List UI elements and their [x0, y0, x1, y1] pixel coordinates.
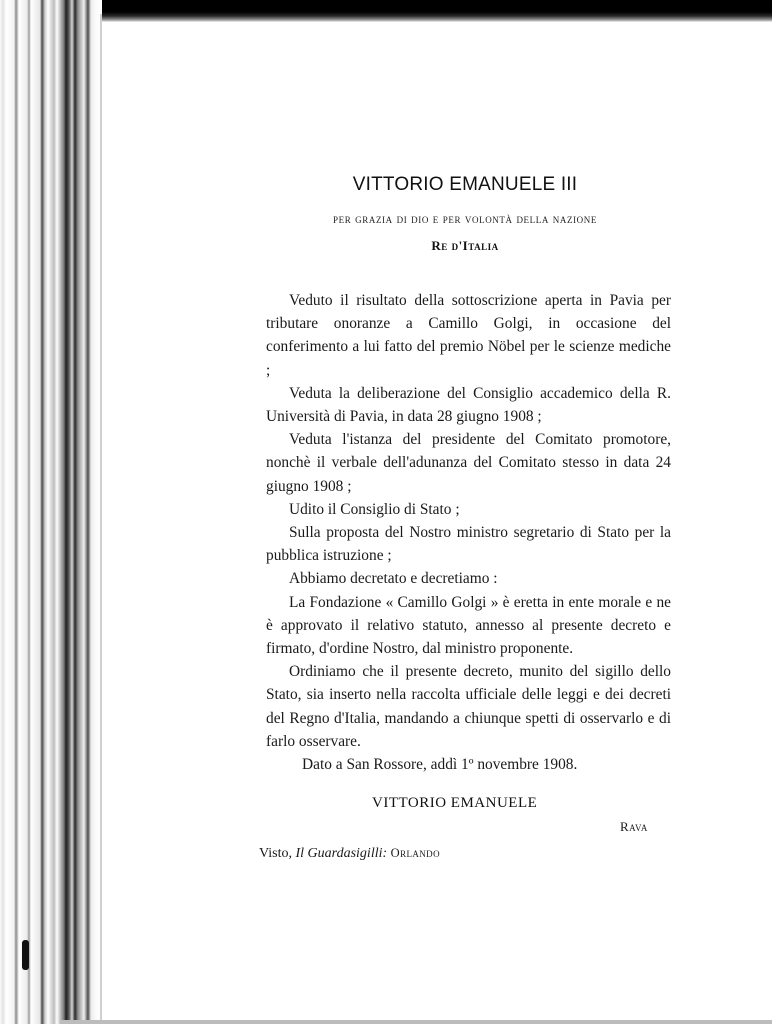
king-signature: VITTORIO EMANUELE: [372, 795, 538, 811]
guardasigilli-name: Orlando: [390, 846, 440, 860]
grace-formula: per grazia di dio e per volontà della nazione: [333, 211, 597, 226]
king-title: VITTORIO EMANUELE III: [352, 174, 578, 195]
page-edge: [100, 14, 102, 1024]
page-bottom-edge: [60, 1020, 772, 1024]
paragraph-proposta: Sulla proposta del Nostro ministro segretario di Stato per la pubblica istruzione ;: [266, 524, 671, 565]
paragraph-ordiniamo: Ordiniamo che il presente decreto, munito del sigillo dello Stato, sia inserto nella raccolta ufficiale delle leggi e dei decreti del Regno d'Italia, mandando a chiunque spetti di osservarlo e di farlo osservare.: [266, 663, 671, 750]
king-of-italy-title: Re d'Italia: [431, 238, 499, 253]
paragraph-decretiamo: Abbiamo decretato e decretiamo :: [289, 570, 498, 588]
book-binding-edge: [0, 0, 102, 1024]
paragraph-deliberazione: Veduta la deliberazione del Consiglio accademico della R. Università di Pavia, in data 28 giugno 1908 ;: [266, 384, 671, 426]
paragraph-fondazione: La Fondazione « Camillo Golgi » è eretta in ente morale e ne è approvato il relativo statuto, annesso al presente decreto e firmato, d'ordine Nostro, dal ministro proponente.: [266, 593, 671, 658]
paragraph-istanza: Veduta l'istanza del presidente del Comitato promotore, nonchè il verbale dell'adunanza del Comitato stesso in data 24 giugno 1908 ;: [266, 431, 671, 495]
visto-prefix: Visto,: [259, 846, 292, 861]
binding-mark: [22, 940, 29, 970]
decree-body: [266, 289, 671, 776]
visto-line: [259, 846, 440, 862]
guardasigilli-role: Il Guardasigilli:: [295, 846, 388, 861]
paragraph-consiglio-stato: Udito il Consiglio di Stato ;: [289, 500, 460, 518]
paragraph-dato: Dato a San Rossore, addì 1º novembre 1908.: [302, 756, 578, 774]
minister-signature: Rava: [620, 819, 648, 834]
paragraph-veduto-risultato: Veduto il risultato della sottoscrizione aperta in Pavia per tributare onoranze a Camillo Golgi, in occasione del conferimento a lui fatto del premio Nöbel per le scienze mediche ;: [266, 292, 671, 379]
scan-top-shadow: [0, 0, 772, 22]
